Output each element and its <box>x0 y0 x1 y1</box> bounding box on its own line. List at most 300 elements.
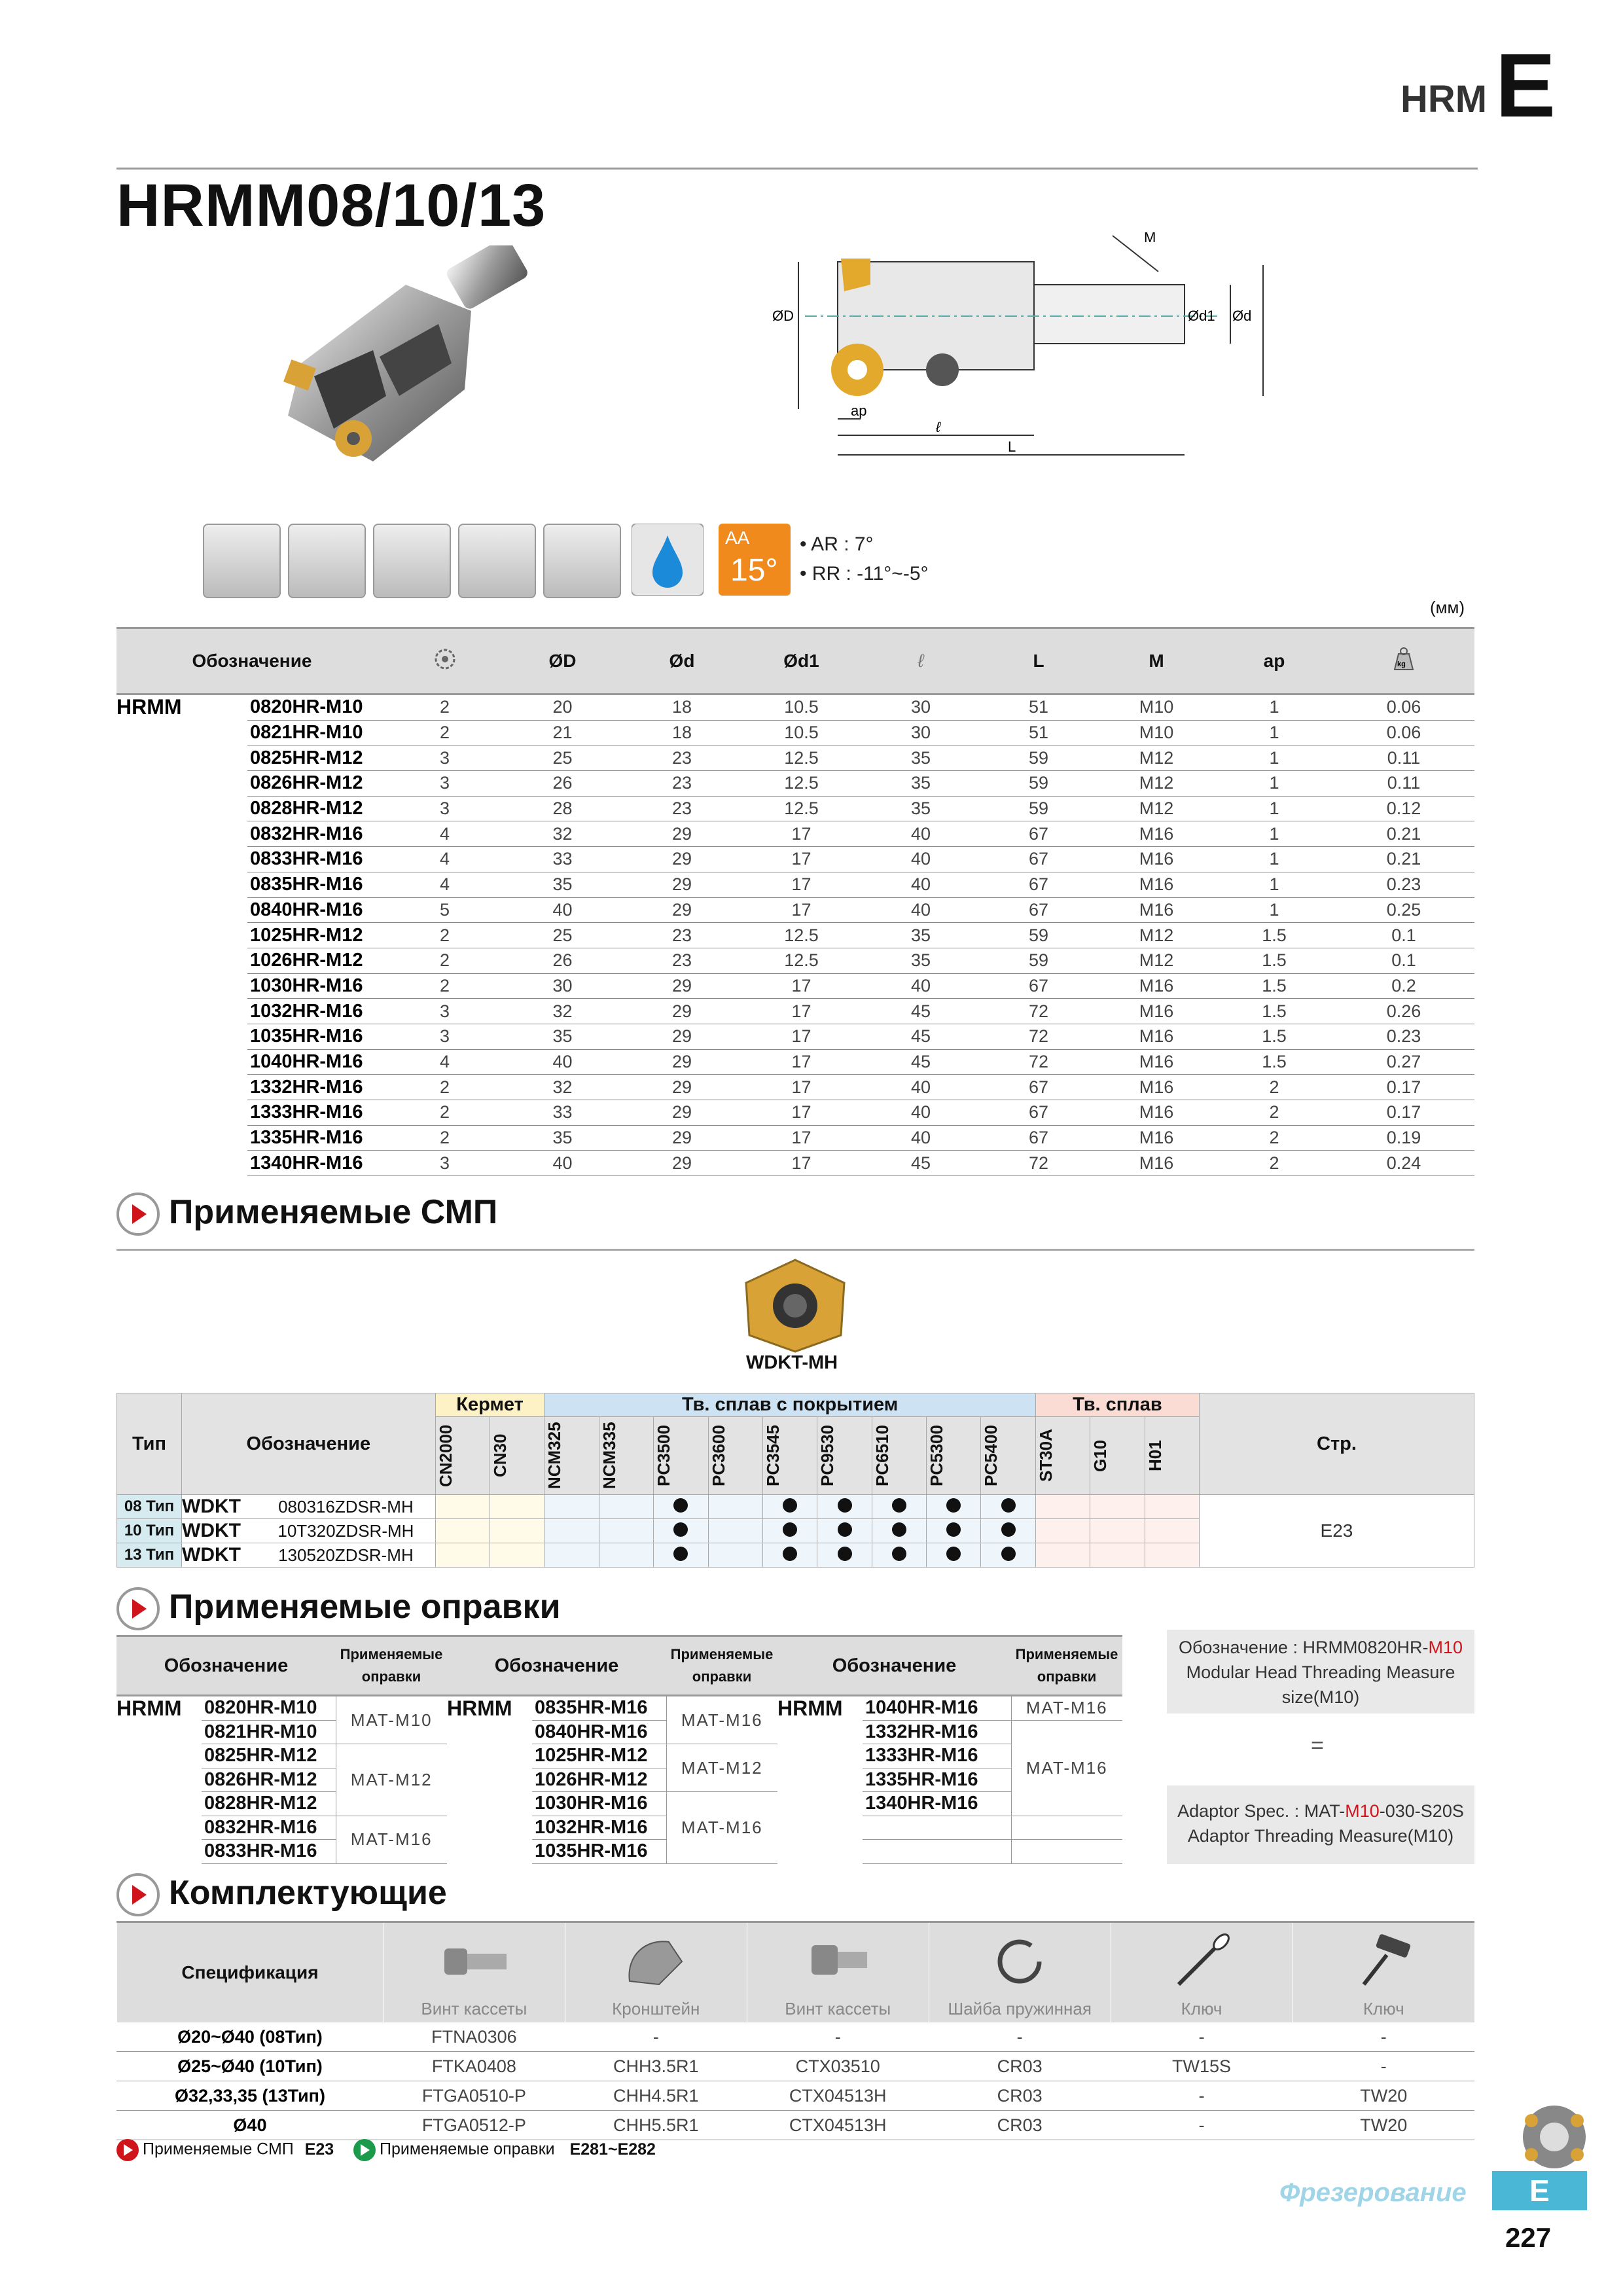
cell-value: 2 <box>387 973 502 999</box>
accessory-code: - <box>565 2022 747 2052</box>
accessory-code: CR03 <box>929 2052 1111 2081</box>
feature-icon-ramping <box>543 524 621 598</box>
accessory-code: CTX04513H <box>747 2111 929 2140</box>
milling-cutter-icon <box>1515 2101 1594 2173</box>
grade-cell <box>654 1519 708 1543</box>
play-icon <box>116 1587 160 1630</box>
cell-value: 23 <box>623 745 741 771</box>
grade-cell <box>1090 1495 1145 1519</box>
cell-value: 59 <box>980 923 1097 948</box>
grade-cell <box>817 1495 872 1519</box>
grade-cell <box>435 1495 490 1519</box>
cell-value: M16 <box>1097 872 1215 897</box>
hold-header-applied-1: Применяемые оправки <box>336 1636 447 1696</box>
cell-value: 40 <box>862 872 980 897</box>
grade-label: PC3545 <box>762 1425 783 1486</box>
grade-header <box>708 1417 762 1495</box>
grade-cell <box>817 1543 872 1568</box>
cell-value: 2 <box>387 1125 502 1151</box>
insert-type: 08 Тип <box>117 1495 182 1519</box>
cell-value: 30 <box>862 694 980 721</box>
cell-value: 18 <box>623 720 741 745</box>
availability-dot <box>1001 1498 1016 1513</box>
cell-value: 12.5 <box>741 771 862 797</box>
grade-cell <box>1035 1543 1090 1568</box>
table-row <box>116 796 1474 821</box>
cell-value: M16 <box>1097 1075 1215 1100</box>
cell-value: 40 <box>862 821 980 847</box>
cell-value: 35 <box>862 923 980 948</box>
cell-value: M16 <box>1097 1100 1215 1126</box>
screwdriver-icon <box>1166 1929 1238 1994</box>
availability-dot <box>838 1547 852 1561</box>
grade-label: CN2000 <box>435 1424 455 1487</box>
insert-page-ref[interactable]: E23 <box>1199 1495 1474 1568</box>
cell-value: 26 <box>502 771 623 797</box>
cell-value: 0.17 <box>1333 1075 1474 1100</box>
grade-label: PC6510 <box>872 1425 892 1486</box>
availability-dot <box>892 1498 906 1513</box>
grade-cell <box>762 1543 817 1568</box>
hold-code: 1335HR-M16 <box>863 1768 1011 1792</box>
cell-value: M12 <box>1097 923 1215 948</box>
availability-dot <box>783 1522 797 1537</box>
cell-value: 0.24 <box>1333 1151 1474 1176</box>
grade-cell <box>490 1543 544 1568</box>
accessory-code: CHH3.5R1 <box>565 2052 747 2081</box>
section-title-accessories: Комплектующие <box>116 1873 447 1916</box>
cell-value: 33 <box>502 1100 623 1126</box>
grade-cell <box>1035 1495 1090 1519</box>
cell-value: 35 <box>502 1024 623 1049</box>
cell-value: M12 <box>1097 745 1215 771</box>
footer-ref-inserts[interactable]: Применяемые СМП E23 <box>116 2139 334 2161</box>
accessory-spec: Ø40 <box>117 2111 383 2140</box>
cell-value: 2 <box>387 720 502 745</box>
grade-header <box>927 1417 981 1495</box>
accessory-spec: Ø32,33,35 (13Тип) <box>117 2081 383 2111</box>
table-row <box>116 694 1474 721</box>
grade-label: G10 <box>1090 1439 1111 1472</box>
grade-cell <box>599 1519 653 1543</box>
product-code: 0835HR-M16 <box>247 872 387 897</box>
series-cell <box>116 1075 247 1100</box>
cell-value: M16 <box>1097 897 1215 923</box>
grade-header <box>1145 1417 1199 1495</box>
grade-label: NCM335 <box>599 1422 619 1490</box>
availability-dot <box>838 1522 852 1537</box>
series-cell <box>116 847 247 872</box>
grade-cell <box>544 1543 599 1568</box>
col-header-designation: Обозначение <box>116 628 387 694</box>
product-code: 0821HR-M10 <box>247 720 387 745</box>
hold-mat: MAT-M12 <box>336 1744 447 1816</box>
grade-label: PC3500 <box>654 1425 674 1486</box>
holder-note-designation: Обозначение : HRMM0820HR-M10 Modular Head Threading Measure size(M10) <box>1167 1630 1474 1713</box>
availability-dot <box>946 1498 961 1513</box>
series-cell <box>116 1024 247 1049</box>
col-header-type: Тип <box>117 1393 182 1495</box>
cell-value: 29 <box>623 999 741 1024</box>
grade-header <box>1035 1417 1090 1495</box>
col-header-ap: ap <box>1215 628 1333 694</box>
cell-value: M12 <box>1097 771 1215 797</box>
cell-value: 29 <box>623 1049 741 1075</box>
availability-dot <box>673 1498 688 1513</box>
cell-value: 29 <box>623 1100 741 1126</box>
hold-code: 1032HR-M16 <box>532 1816 666 1840</box>
grade-cell <box>1035 1519 1090 1543</box>
cell-value: 67 <box>980 821 1097 847</box>
page-number: 227 <box>1505 2222 1552 2253</box>
product-code: 1030HR-M16 <box>247 973 387 999</box>
table-row <box>116 948 1474 973</box>
cell-value: 17 <box>741 1151 862 1176</box>
grade-cell <box>1090 1543 1145 1568</box>
cell-value: 2 <box>1215 1075 1333 1100</box>
cell-value: 40 <box>862 1125 980 1151</box>
cell-value: 23 <box>623 771 741 797</box>
cell-value: 17 <box>741 872 862 897</box>
cell-value: 1 <box>1215 720 1333 745</box>
insert-series: WDKT <box>182 1495 257 1519</box>
availability-dot <box>1001 1547 1016 1561</box>
cell-value: 4 <box>387 872 502 897</box>
table-row <box>116 973 1474 999</box>
availability-dot <box>783 1547 797 1561</box>
series-cell <box>116 923 247 948</box>
acc-header-screw: Винт кассеты <box>383 1922 565 2023</box>
acc-header-key-1: Ключ <box>1111 1922 1293 2023</box>
accessory-code: - <box>1293 2022 1474 2052</box>
header-divider <box>116 168 1478 170</box>
series-cell <box>116 796 247 821</box>
table-row <box>116 999 1474 1024</box>
cell-value: 17 <box>741 1100 862 1126</box>
teeth-count-icon <box>432 646 458 672</box>
grade-label: CN30 <box>490 1433 510 1478</box>
group-carbide: Тв. сплав <box>1035 1393 1199 1417</box>
availability-dot <box>838 1498 852 1513</box>
col-header-d: Ød <box>623 628 741 694</box>
feature-icon-slot <box>288 524 366 598</box>
grade-cell <box>1145 1543 1199 1568</box>
availability-dot <box>1001 1522 1016 1537</box>
cell-value: 40 <box>502 897 623 923</box>
cap-screw-icon <box>802 1929 874 1994</box>
col-header-l: ℓ <box>862 628 980 694</box>
cell-value: 1.5 <box>1215 948 1333 973</box>
series-cell <box>116 897 247 923</box>
grade-header <box>1090 1417 1145 1495</box>
cell-value: 0.23 <box>1333 1024 1474 1049</box>
cell-value: 0.19 <box>1333 1125 1474 1151</box>
table-row <box>116 771 1474 797</box>
cell-value: 45 <box>862 1024 980 1049</box>
cell-value: 30 <box>502 973 623 999</box>
table-row <box>116 745 1474 771</box>
cell-value: 17 <box>741 897 862 923</box>
table-row <box>116 847 1474 872</box>
cell-value: 35 <box>862 796 980 821</box>
product-code: 0832HR-M16 <box>247 821 387 847</box>
product-code: 1040HR-M16 <box>247 1049 387 1075</box>
cell-value: 26 <box>502 948 623 973</box>
grade-header <box>544 1417 599 1495</box>
product-code: 0820HR-M10 <box>247 694 387 721</box>
accessory-spec: Ø20~Ø40 (08Тип) <box>117 2022 383 2052</box>
cell-value: 72 <box>980 1151 1097 1176</box>
grade-header <box>981 1417 1035 1495</box>
hold-code: 0833HR-M16 <box>202 1840 336 1864</box>
acc-header-spec: Спецификация <box>117 1922 383 2023</box>
cell-value: 51 <box>980 694 1097 721</box>
grade-cell <box>872 1519 926 1543</box>
grade-cell <box>708 1519 762 1543</box>
table-row <box>116 1100 1474 1126</box>
cell-value: 40 <box>862 1075 980 1100</box>
accessory-row <box>117 2022 1475 2052</box>
insert-code: 080316ZDSR-MH <box>257 1495 435 1519</box>
cell-value: 40 <box>862 897 980 923</box>
accessories-table <box>116 1921 1474 2140</box>
product-code: 0826HR-M12 <box>247 771 387 797</box>
screw-icon <box>438 1929 510 1994</box>
series-label: HRMM <box>116 695 182 719</box>
accessory-code: - <box>1111 2081 1293 2111</box>
series-cell <box>116 1100 247 1126</box>
cell-value: 20 <box>502 694 623 721</box>
cell-value: 1.5 <box>1215 999 1333 1024</box>
insert-type: 10 Тип <box>117 1519 182 1543</box>
cell-value: 3 <box>387 1151 502 1176</box>
cell-value: M16 <box>1097 821 1215 847</box>
grade-header <box>872 1417 926 1495</box>
product-code: 1340HR-M16 <box>247 1151 387 1176</box>
product-code: 1335HR-M16 <box>247 1125 387 1151</box>
grade-label: PC3600 <box>708 1425 728 1486</box>
drawing-label-d: ØD <box>772 308 794 324</box>
cell-value: 45 <box>862 999 980 1024</box>
drawing-label-l: ℓ <box>936 419 941 435</box>
hold-series-2: HRMM <box>447 1696 512 1720</box>
cell-value: 29 <box>623 872 741 897</box>
cell-value: 12.5 <box>741 745 862 771</box>
cell-value: M16 <box>1097 1049 1215 1075</box>
insert-row <box>117 1495 1474 1519</box>
grade-cell <box>762 1495 817 1519</box>
hold-code: 0840HR-M16 <box>532 1720 666 1744</box>
cell-value: 30 <box>862 720 980 745</box>
cell-value: 17 <box>741 1024 862 1049</box>
product-code: 1025HR-M12 <box>247 923 387 948</box>
accessory-row <box>117 2111 1475 2140</box>
cell-value: 59 <box>980 948 1097 973</box>
cell-value: 59 <box>980 745 1097 771</box>
cell-value: 0.26 <box>1333 999 1474 1024</box>
series-cell <box>116 771 247 797</box>
cell-value: 17 <box>741 821 862 847</box>
accessory-code: CR03 <box>929 2081 1111 2111</box>
acc-header-key-2: Ключ <box>1293 1922 1474 2023</box>
cell-value: M12 <box>1097 948 1215 973</box>
hold-code: 0835HR-M16 <box>532 1696 666 1721</box>
cell-value: 67 <box>980 1100 1097 1126</box>
cell-value: 4 <box>387 821 502 847</box>
cell-value: M16 <box>1097 1151 1215 1176</box>
availability-dot <box>892 1547 906 1561</box>
grade-cell <box>654 1495 708 1519</box>
cell-value: 23 <box>623 948 741 973</box>
hold-header-code-1: Обозначение <box>116 1636 336 1696</box>
hold-mat: MAT-M16 <box>1011 1696 1122 1721</box>
cell-value: M10 <box>1097 720 1215 745</box>
grade-header <box>599 1417 653 1495</box>
cell-value: 10.5 <box>741 720 862 745</box>
hold-header-code-2: Обозначение <box>447 1636 666 1696</box>
cell-value: M16 <box>1097 999 1215 1024</box>
cell-value: 1 <box>1215 821 1333 847</box>
cell-value: 35 <box>862 948 980 973</box>
cell-value: 0.27 <box>1333 1049 1474 1075</box>
radial-rake: • RR : -11°~-5° <box>800 563 929 584</box>
table-row <box>116 1125 1474 1151</box>
cell-value: 29 <box>623 1125 741 1151</box>
availability-dot <box>673 1522 688 1537</box>
grade-cell <box>762 1519 817 1543</box>
unit-label: (мм) <box>1430 598 1465 617</box>
cell-value: 0.11 <box>1333 771 1474 797</box>
cell-value: 40 <box>502 1151 623 1176</box>
cell-value: 40 <box>502 1049 623 1075</box>
col-header-teeth <box>387 628 502 694</box>
cell-value: 0.1 <box>1333 923 1474 948</box>
product-code: 1032HR-M16 <box>247 999 387 1024</box>
cell-value: 29 <box>623 1075 741 1100</box>
availability-dot <box>673 1547 688 1561</box>
cell-value: 1.5 <box>1215 923 1333 948</box>
product-code: 0840HR-M16 <box>247 897 387 923</box>
grade-header <box>490 1417 544 1495</box>
grade-label: PC5300 <box>927 1425 947 1486</box>
header-section-letter: E <box>1495 35 1556 136</box>
cell-value: 40 <box>862 847 980 872</box>
cell-value: 17 <box>741 847 862 872</box>
dimensions-table <box>116 627 1474 1176</box>
insert-series: WDKT <box>182 1543 257 1568</box>
cell-value: 0.17 <box>1333 1100 1474 1126</box>
cell-value: 29 <box>623 973 741 999</box>
cell-value: 25 <box>502 745 623 771</box>
acc-header-washer: Шайба пружинная <box>929 1922 1111 2023</box>
series-cell <box>116 872 247 897</box>
hold-mat: MAT-M16 <box>1011 1720 1122 1816</box>
hold-code: 0828HR-M12 <box>202 1792 336 1816</box>
group-coated: Тв. сплав с покрытием <box>544 1393 1035 1417</box>
hold-code: 1025HR-M12 <box>532 1744 666 1768</box>
cell-value: 29 <box>623 897 741 923</box>
cell-value: 59 <box>980 771 1097 797</box>
cell-value: 2 <box>387 923 502 948</box>
cell-value: 1 <box>1215 771 1333 797</box>
cell-value: 2 <box>387 1100 502 1126</box>
hold-header-applied-3: Применяемые оправки <box>1011 1636 1122 1696</box>
side-section-letter: E <box>1492 2171 1587 2210</box>
grade-label: ST30A <box>1035 1429 1056 1482</box>
col-header-weight <box>1333 628 1474 694</box>
grade-header <box>762 1417 817 1495</box>
grade-cell <box>927 1543 981 1568</box>
grade-cell <box>817 1519 872 1543</box>
cell-value: 0.25 <box>1333 897 1474 923</box>
product-code: 0833HR-M16 <box>247 847 387 872</box>
technical-drawing <box>772 232 1270 481</box>
drawing-label-d1: Ød1 <box>1188 308 1215 324</box>
cell-value: 1 <box>1215 872 1333 897</box>
clamp-icon <box>620 1929 692 1994</box>
hold-mat: MAT-M16 <box>666 1792 777 1864</box>
cell-value: 0.11 <box>1333 745 1474 771</box>
cell-value: 18 <box>623 694 741 721</box>
col-header-d1: Ød1 <box>741 628 862 694</box>
cell-value: 12.5 <box>741 923 862 948</box>
cell-value: 45 <box>862 1151 980 1176</box>
accessory-code: FTNA0306 <box>383 2022 565 2052</box>
hold-mat: MAT-M16 <box>666 1696 777 1744</box>
table-row <box>116 923 1474 948</box>
cell-value: 29 <box>623 1024 741 1049</box>
series-cell <box>116 720 247 745</box>
cell-value: 17 <box>741 973 862 999</box>
grade-label: NCM325 <box>544 1422 565 1490</box>
grade-cell <box>544 1519 599 1543</box>
coolant-icon <box>632 524 704 596</box>
cell-value: 2 <box>1215 1151 1333 1176</box>
grade-cell <box>435 1519 490 1543</box>
grade-cell <box>490 1495 544 1519</box>
table-row <box>116 1049 1474 1075</box>
cell-value: 0.23 <box>1333 872 1474 897</box>
cell-value: M16 <box>1097 1125 1215 1151</box>
series-cell <box>116 999 247 1024</box>
accessory-code: FTGA0510-P <box>383 2081 565 2111</box>
drawing-label-ap: ap <box>851 403 867 419</box>
footer-ref-holders[interactable]: Применяемые оправки E281~E282 <box>353 2139 656 2161</box>
cell-value: 45 <box>862 1049 980 1075</box>
side-section-label: Фрезерование <box>1279 2178 1467 2207</box>
cell-value: 2 <box>387 1075 502 1100</box>
hold-code: 1333HR-M16 <box>863 1744 1011 1768</box>
insert-code: 130520ZDSR-MH <box>257 1543 435 1568</box>
inserts-table <box>116 1393 1474 1568</box>
cell-value: 28 <box>502 796 623 821</box>
hold-code: 1332HR-M16 <box>863 1720 1011 1744</box>
availability-dot <box>783 1498 797 1513</box>
cell-value: 2 <box>387 948 502 973</box>
holder-note-adaptor: Adaptor Spec. : MAT-M10-030-S20S Adaptor Threading Measure(M10) <box>1167 1785 1474 1864</box>
accessory-code: CHH4.5R1 <box>565 2081 747 2111</box>
cell-value: 32 <box>502 1075 623 1100</box>
cell-value: 67 <box>980 847 1097 872</box>
hold-code: 1040HR-M16 <box>863 1696 1011 1721</box>
grade-label: PC5400 <box>981 1425 1001 1486</box>
cell-value: 29 <box>623 821 741 847</box>
table-row <box>116 897 1474 923</box>
col-header-D: ØD <box>502 628 623 694</box>
cell-value: M16 <box>1097 847 1215 872</box>
insert-series: WDKT <box>182 1519 257 1543</box>
hold-header-applied-2: Применяемые оправки <box>666 1636 777 1696</box>
